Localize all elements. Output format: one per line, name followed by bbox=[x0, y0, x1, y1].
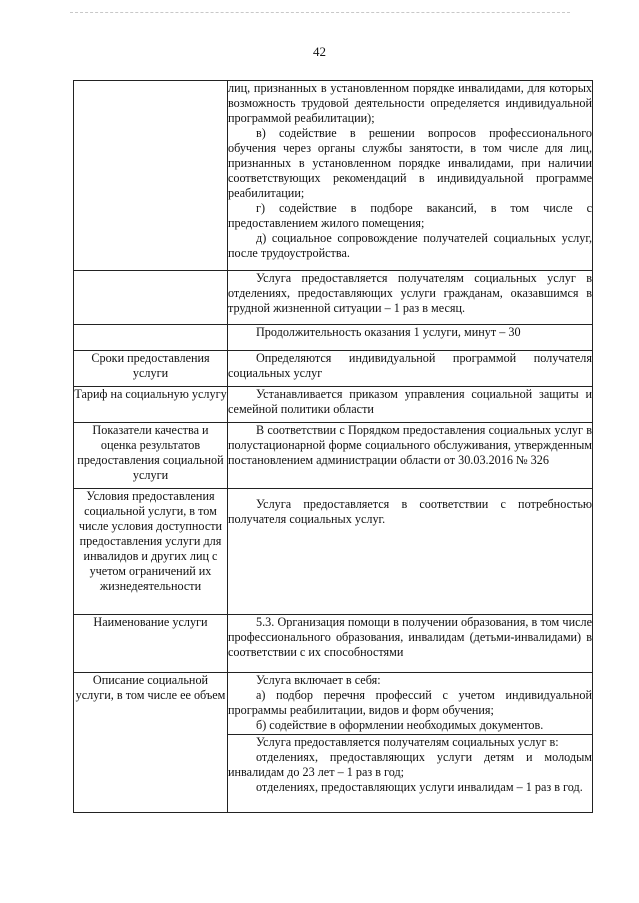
continuation-paragraph: лиц, признанных в установленном порядке инвалидами, для которых возможность трудовой деятельности определяется индивидуальной программой реабилитации); bbox=[228, 81, 592, 125]
description-label: Описание социальной услуги, в том числе ее объем bbox=[74, 673, 228, 813]
row-label-empty bbox=[74, 271, 228, 325]
terms-cell bbox=[228, 351, 593, 387]
includes-item: а) подбор перечня профессий с учетом индивидуальной программы реабилитации, видов и форм обучения; bbox=[228, 688, 592, 717]
description-includes-cell bbox=[228, 673, 593, 735]
table-row-tariff bbox=[74, 387, 593, 423]
description-provision-cell bbox=[228, 735, 593, 813]
tariff-cell bbox=[228, 387, 593, 423]
continuation-paragraph: д) социальное сопровождение получателей социальных услуг, после трудоустройства. bbox=[228, 231, 592, 260]
provision-item: отделениях, предоставляющих услуги детям и молодым инвалидам до 23 лет – 1 раз в год; bbox=[228, 750, 592, 779]
scan-top-rule bbox=[70, 12, 570, 13]
duration-text: Продолжительность оказания 1 услуги, минут – 30 bbox=[256, 325, 521, 339]
quality-cell bbox=[228, 423, 593, 489]
page-number: 42 bbox=[313, 44, 326, 59]
tariff-text: Устанавливается приказом управления социальной защиты и семейной политики области bbox=[228, 387, 592, 416]
table-row-frequency bbox=[74, 271, 593, 325]
conditions-label: Условия предоставления социальной услуги, в том числе условия доступности предоставления услуги для инвалидов и других лиц с учетом ограничений их жизнедеятельности bbox=[74, 489, 228, 615]
continuation-paragraph: в) содействие в решении вопросов профессионального обучения через органы службы занятости, в том числе для лиц, признанных в установленном порядке инвалидами, при наличии соответствующих рекомендаций в индивидуальной программе реабилитации; bbox=[228, 126, 592, 200]
table-row-description-includes bbox=[74, 673, 593, 735]
continuation-paragraph: г) содействие в подборе вакансий, в том числе с предоставлением жилого помещения; bbox=[228, 201, 592, 230]
row-label-empty bbox=[74, 81, 228, 271]
includes-intro: Услуга включает в себя: bbox=[256, 673, 381, 687]
service-table bbox=[73, 80, 593, 813]
tariff-label: Тариф на социальную услугу bbox=[74, 387, 228, 423]
table-row-continuation bbox=[74, 81, 593, 271]
quality-text: В соответствии с Порядком предоставления социальных услуг в полустационарной форме социального обслуживания, утвержденным постановлением администрации области от 30.03.2016 № 326 bbox=[228, 423, 592, 467]
conditions-cell bbox=[228, 489, 593, 615]
includes-item: б) содействие в оформлении необходимых документов. bbox=[256, 718, 544, 732]
duration-cell bbox=[228, 325, 593, 351]
row-label-empty bbox=[74, 325, 228, 351]
frequency-text: Услуга предоставляется получателям социальных услуг в отделениях, предоставляющих услуги гражданам, оказавшимся в трудной жизненной ситуации – 1 раз в месяц. bbox=[228, 271, 592, 315]
table-row-conditions bbox=[74, 489, 593, 615]
table-row-terms bbox=[74, 351, 593, 387]
service-name-cell bbox=[228, 615, 593, 673]
table-row-quality bbox=[74, 423, 593, 489]
table-row-duration bbox=[74, 325, 593, 351]
service-name-text: 5.3. Организация помощи в получении образования, в том числе профессионального образования, инвалидам (детьми-инвалидами) в соответствии с их способностями bbox=[228, 615, 592, 659]
quality-label: Показатели качества и оценка результатов предоставления социальной услуги bbox=[74, 423, 228, 489]
provision-intro: Услуга предоставляется получателям социальных услуг в: bbox=[256, 735, 559, 749]
table-row-service-name bbox=[74, 615, 593, 673]
provision-item: отделениях, предоставляющих услуги инвалидам – 1 раз в год. bbox=[256, 780, 583, 794]
conditions-text: Услуга предоставляется в соответствии с потребностью получателя социальных услуг. bbox=[228, 497, 592, 526]
service-name-label: Наименование услуги bbox=[74, 615, 228, 673]
continuation-cell bbox=[228, 81, 593, 271]
terms-label: Сроки предоставления услуги bbox=[74, 351, 228, 387]
terms-text: Определяются индивидуальной программой получателя социальных услуг bbox=[228, 351, 592, 380]
frequency-cell bbox=[228, 271, 593, 325]
